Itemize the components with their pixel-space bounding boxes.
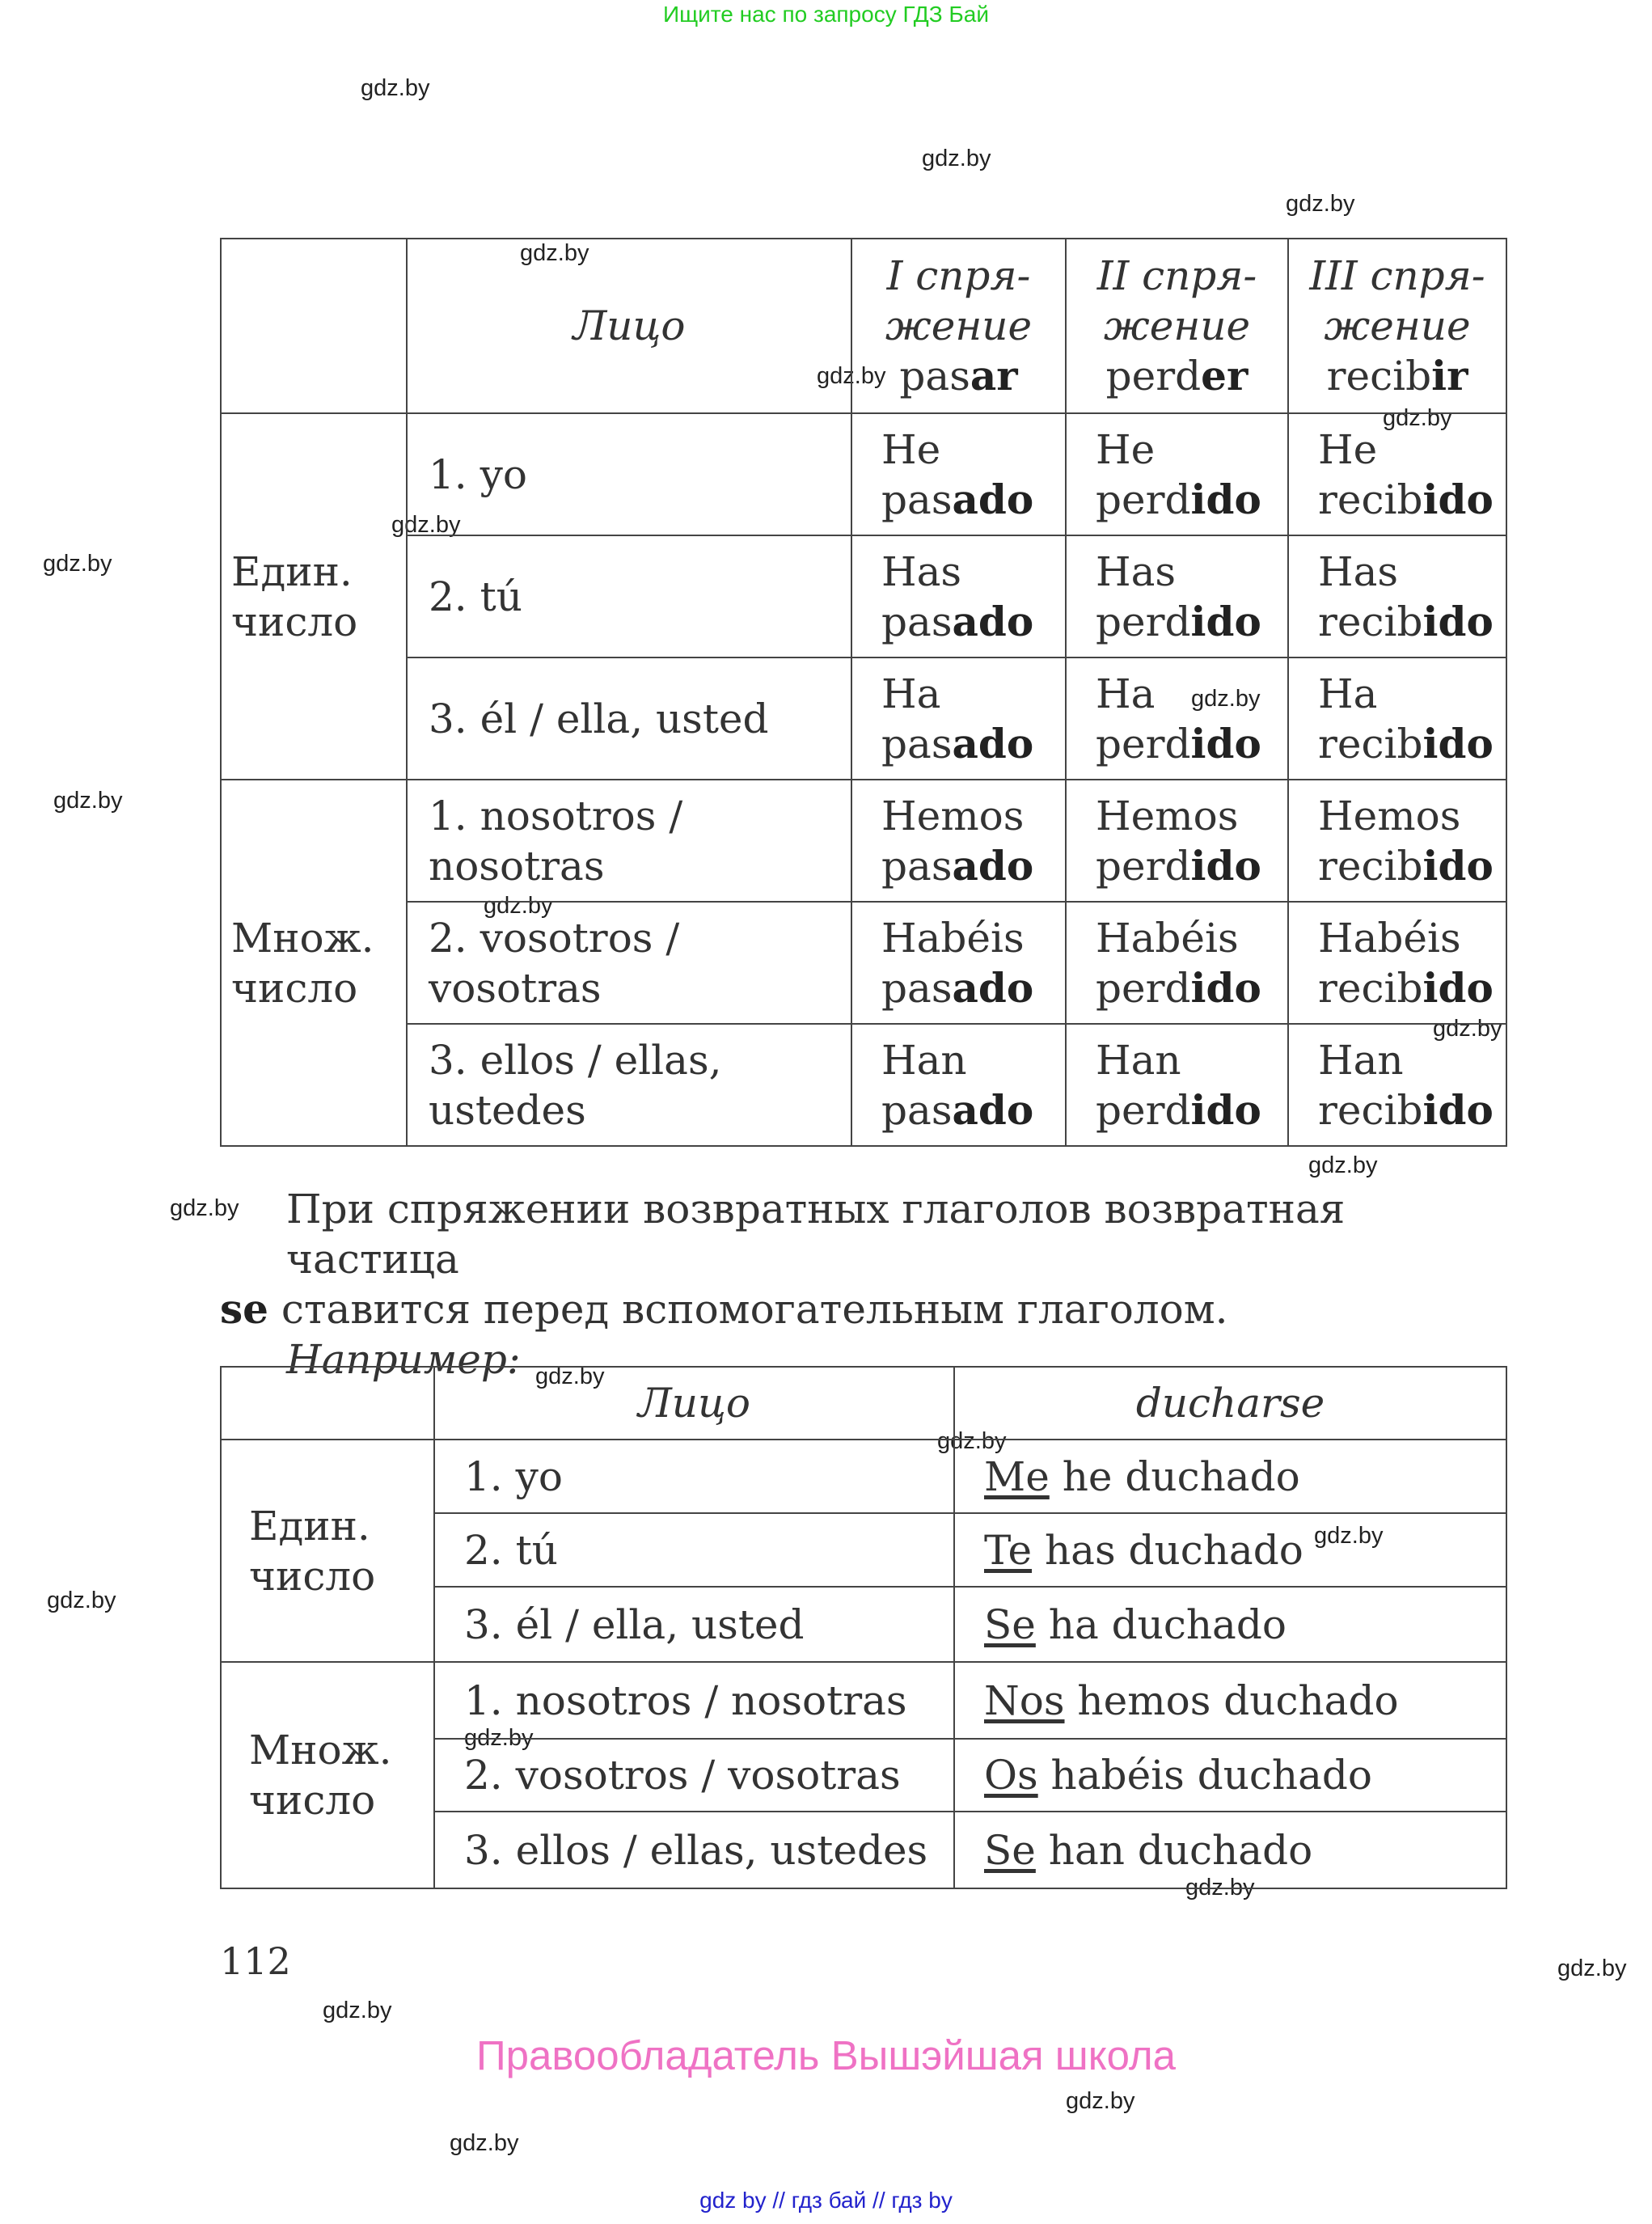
watermark: gdz.by (817, 363, 886, 389)
form-cell: Ha pasado (851, 657, 1066, 780)
watermark: gdz.by (1308, 1152, 1378, 1178)
table-row (221, 780, 1506, 902)
table-row (221, 1662, 1506, 1739)
reflexive-conjugation-table (220, 1366, 1507, 1889)
form-cell: Se ha duchado (954, 1587, 1506, 1662)
table-row (221, 657, 1506, 780)
conj2-header: II спря- жение perder (1066, 239, 1288, 413)
form-cell: Se han duchado (954, 1812, 1506, 1888)
form-cell: Has perdido (1066, 535, 1288, 657)
watermark: gdz.by (535, 1364, 605, 1389)
footer-links[interactable]: gdz by // гдз бай // гдз by (699, 2188, 953, 2213)
watermark: gdz.by (43, 551, 112, 577)
watermark: gdz.by (1185, 1875, 1255, 1901)
verb-header: ducharse (954, 1367, 1506, 1440)
form-cell: Habéis pasado (851, 902, 1066, 1024)
form-cell: Has recibido (1288, 535, 1506, 657)
table-header-row (221, 1367, 1506, 1440)
person-cell: 2. tú (434, 1513, 954, 1587)
person-cell: 3. él / ella, usted (434, 1587, 954, 1662)
rule-paragraph: При спряжении возвратных глаголов возвратная частица se ставится перед вспомогательным глаголом. Например: (220, 1184, 1514, 1385)
table-row (221, 413, 1506, 535)
watermark: gdz.by (450, 2130, 519, 2156)
watermark: gdz.by (391, 512, 461, 538)
watermark: gdz.by (1191, 686, 1261, 712)
table-header-row (221, 239, 1506, 413)
plural-group-label: Множ. число (221, 1662, 434, 1888)
person-cell: 1. nosotros / nosotras (434, 1662, 954, 1739)
form-cell: Habéis recibido (1288, 902, 1506, 1024)
form-cell: He pasado (851, 413, 1066, 535)
table-row (221, 902, 1506, 1024)
form-cell: He recibido (1288, 413, 1506, 535)
person-cell: 2. tú (407, 535, 851, 657)
form-cell: Han recibido (1288, 1024, 1506, 1146)
form-cell: Te has duchado (954, 1513, 1506, 1587)
watermark: gdz.by (922, 146, 991, 171)
watermark: gdz.by (323, 1998, 392, 2023)
watermark: gdz.by (1557, 1956, 1627, 1981)
watermark: gdz.by (47, 1588, 116, 1613)
person-cell: 3. ellos / ellas, ustedes (407, 1024, 851, 1146)
person-cell: 3. ellos / ellas, ustedes (434, 1812, 954, 1888)
person-cell: 2. vosotros / vosotras (407, 902, 851, 1024)
form-cell: Me he duchado (954, 1440, 1506, 1513)
watermark: gdz.by (1066, 2088, 1135, 2114)
form-cell: Han pasado (851, 1024, 1066, 1146)
person-header: Лицо (434, 1367, 954, 1440)
watermark: gdz.by (53, 788, 123, 814)
example-label: Например: (286, 1336, 521, 1383)
person-cell: 1. nosotros / nosotras (407, 780, 851, 902)
singular-group-label: Един. число (221, 1440, 434, 1662)
table-row (221, 1024, 1506, 1146)
person-cell: 1. yo (434, 1440, 954, 1513)
watermark: gdz.by (1383, 405, 1452, 431)
form-cell: Ha perdido (1066, 657, 1288, 780)
person-header: Лицо (407, 239, 851, 413)
form-cell: Os habéis duchado (954, 1739, 1506, 1812)
person-cell: 3. él / ella, usted (407, 657, 851, 780)
table-row (221, 535, 1506, 657)
form-cell: Nos hemos duchado (954, 1662, 1506, 1739)
watermark: gdz.by (1314, 1523, 1384, 1549)
copyright-notice: Правообладатель Вышэйшая школа (476, 2032, 1176, 2078)
conj1-header: I спря- жение pasar (851, 239, 1066, 413)
plural-group-label: Множ. число (221, 780, 407, 1146)
watermark: gdz.by (484, 893, 553, 919)
form-cell: Has pasado (851, 535, 1066, 657)
empty-header-cell (221, 239, 407, 413)
form-cell: Habéis perdido (1066, 902, 1288, 1024)
form-cell: Ha recibido (1288, 657, 1506, 780)
watermark: gdz.by (170, 1195, 239, 1221)
form-cell: Han perdido (1066, 1024, 1288, 1146)
watermark: gdz.by (1433, 1016, 1502, 1042)
form-cell: Hemos recibido (1288, 780, 1506, 902)
person-cell: 1. yo (407, 413, 851, 535)
perfect-conjugation-table (220, 238, 1507, 1147)
form-cell: Hemos pasado (851, 780, 1066, 902)
empty-header-cell (221, 1367, 434, 1440)
watermark: gdz.by (464, 1725, 534, 1751)
top-banner: Ищите нас по запросу ГДЗ Бай (662, 2, 990, 27)
watermark: gdz.by (361, 75, 430, 101)
watermark: gdz.by (1286, 191, 1355, 217)
page-number: 112 (220, 1939, 291, 1983)
person-cell: 2. vosotros / vosotras (434, 1739, 954, 1812)
table-row (221, 1440, 1506, 1513)
form-cell: Hemos perdido (1066, 780, 1288, 902)
watermark: gdz.by (520, 240, 589, 266)
watermark: gdz.by (937, 1428, 1007, 1454)
form-cell: He perdido (1066, 413, 1288, 535)
conj3-header: III спря- жение recibir (1288, 239, 1506, 413)
singular-group-label: Един. число (221, 413, 407, 780)
